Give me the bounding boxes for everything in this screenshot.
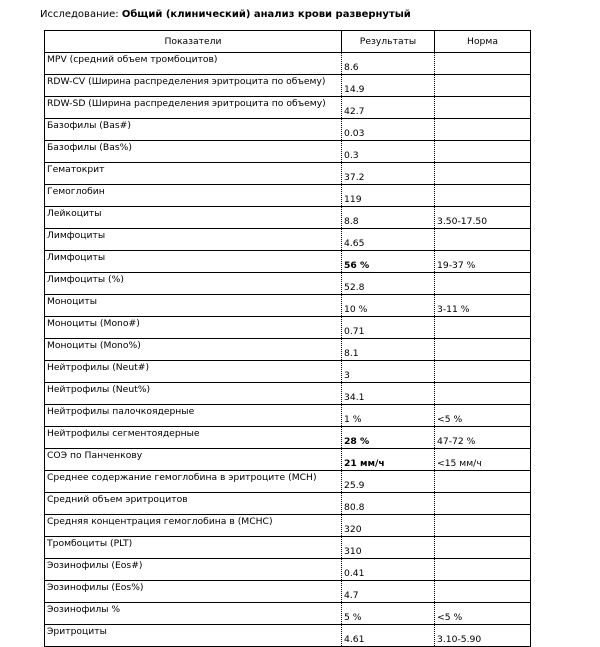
table-row [45, 97, 531, 119]
result-cell: 0.3 [342, 141, 435, 163]
study-label: Исследование: [40, 9, 122, 20]
table-row [45, 515, 531, 537]
result-cell: 320 [342, 515, 435, 537]
indicator-cell: MPV (средний объем тромбоцитов) [45, 53, 342, 75]
table-row [45, 339, 531, 361]
norm-cell [435, 581, 531, 603]
result-cell: 42.7 [342, 97, 435, 119]
result-cell: 5 % [342, 603, 435, 625]
indicator-cell: Лимфоциты [45, 229, 342, 251]
indicator-cell: Нейтрофилы (Neut%) [45, 383, 342, 405]
result-cell: 34.1 [342, 383, 435, 405]
result-cell: 3 [342, 361, 435, 383]
result-cell: 8.6 [342, 53, 435, 75]
result-cell: 8.8 [342, 207, 435, 229]
indicator-cell: Гемоглобин [45, 185, 342, 207]
results-table-body [45, 53, 531, 647]
table-row [45, 229, 531, 251]
result-cell: 8.1 [342, 339, 435, 361]
indicator-cell: RDW-CV (Ширина распределения эритроцита по объему) [45, 75, 342, 97]
result-cell: 0.41 [342, 559, 435, 581]
table-row [45, 537, 531, 559]
table-row [45, 449, 531, 471]
indicator-cell: Лимфоциты (%) [45, 273, 342, 295]
table-row [45, 273, 531, 295]
column-header-norm: Норма [435, 31, 531, 53]
indicator-cell: Моноциты (Mono%) [45, 339, 342, 361]
result-cell: 1 % [342, 405, 435, 427]
norm-cell [435, 229, 531, 251]
table-row [45, 559, 531, 581]
result-cell: 10 % [342, 295, 435, 317]
indicator-cell: Гематокрит [45, 163, 342, 185]
table-row [45, 603, 531, 625]
norm-cell [435, 75, 531, 97]
result-cell: 37.2 [342, 163, 435, 185]
indicator-cell: Эозинофилы % [45, 603, 342, 625]
result-cell: 310 [342, 537, 435, 559]
indicator-cell: СОЭ по Панченкову [45, 449, 342, 471]
norm-cell [435, 163, 531, 185]
indicator-cell: Эозинофилы (Eos#) [45, 559, 342, 581]
indicator-cell: Нейтрофилы сегментоядерные [45, 427, 342, 449]
results-table [44, 30, 531, 647]
table-row [45, 493, 531, 515]
column-header-result: Результаты [342, 31, 435, 53]
result-cell: 4.61 [342, 625, 435, 647]
norm-cell [435, 361, 531, 383]
norm-cell: 19-37 % [435, 251, 531, 273]
result-cell: 0.03 [342, 119, 435, 141]
table-row [45, 405, 531, 427]
indicator-cell: Базофилы (Bas#) [45, 119, 342, 141]
result-cell: 14.9 [342, 75, 435, 97]
result-cell: 119 [342, 185, 435, 207]
indicator-cell: Нейтрофилы палочкоядерные [45, 405, 342, 427]
norm-cell [435, 317, 531, 339]
table-row [45, 317, 531, 339]
norm-cell [435, 185, 531, 207]
indicator-cell: Лимфоциты [45, 251, 342, 273]
norm-cell [435, 119, 531, 141]
indicator-cell: Эозинофилы (Eos%) [45, 581, 342, 603]
norm-cell [435, 515, 531, 537]
norm-cell: 3.10-5.90 [435, 625, 531, 647]
indicator-cell: RDW-SD (Ширина распределения эритроцита по объему) [45, 97, 342, 119]
indicator-cell: Моноциты (Mono#) [45, 317, 342, 339]
norm-cell [435, 339, 531, 361]
table-row [45, 383, 531, 405]
result-cell: 4.7 [342, 581, 435, 603]
indicator-cell: Средняя концентрация гемоглобина в (MCHC) [45, 515, 342, 537]
table-row [45, 471, 531, 493]
table-row [45, 251, 531, 273]
norm-cell: <5 % [435, 603, 531, 625]
table-row [45, 163, 531, 185]
table-row [45, 119, 531, 141]
indicator-cell: Лейкоциты [45, 207, 342, 229]
table-row [45, 625, 531, 647]
result-cell: 0.71 [342, 317, 435, 339]
norm-cell: <15 мм/ч [435, 449, 531, 471]
table-header-row [45, 31, 531, 53]
norm-cell [435, 559, 531, 581]
norm-cell [435, 383, 531, 405]
norm-cell [435, 471, 531, 493]
result-cell: 4.65 [342, 229, 435, 251]
norm-cell: 3-11 % [435, 295, 531, 317]
result-cell: 80.8 [342, 493, 435, 515]
norm-cell [435, 97, 531, 119]
table-row [45, 53, 531, 75]
table-row [45, 427, 531, 449]
indicator-cell: Среднее содержание гемоглобина в эритроците (MCH) [45, 471, 342, 493]
norm-cell: 47-72 % [435, 427, 531, 449]
norm-cell [435, 141, 531, 163]
table-row [45, 207, 531, 229]
norm-cell [435, 493, 531, 515]
column-header-indicator: Показатели [45, 31, 342, 53]
study-name: Общий (клинический) анализ крови развернутый [121, 9, 411, 20]
norm-cell [435, 273, 531, 295]
norm-cell: <5 % [435, 405, 531, 427]
indicator-cell: Тромбоциты (PLT) [45, 537, 342, 559]
result-cell: 56 % [342, 251, 435, 273]
table-row [45, 75, 531, 97]
result-cell: 21 мм/ч [342, 449, 435, 471]
result-cell: 28 % [342, 427, 435, 449]
table-row [45, 361, 531, 383]
table-row [45, 295, 531, 317]
study-header [40, 7, 411, 23]
table-row [45, 141, 531, 163]
norm-cell [435, 53, 531, 75]
result-cell: 25.9 [342, 471, 435, 493]
indicator-cell: Эритроциты [45, 625, 342, 647]
table-row [45, 581, 531, 603]
indicator-cell: Моноциты [45, 295, 342, 317]
indicator-cell: Нейтрофилы (Neut#) [45, 361, 342, 383]
result-cell: 52.8 [342, 273, 435, 295]
table-row [45, 185, 531, 207]
indicator-cell: Средний объем эритроцитов [45, 493, 342, 515]
indicator-cell: Базофилы (Bas%) [45, 141, 342, 163]
norm-cell: 3.50-17.50 [435, 207, 531, 229]
norm-cell [435, 537, 531, 559]
